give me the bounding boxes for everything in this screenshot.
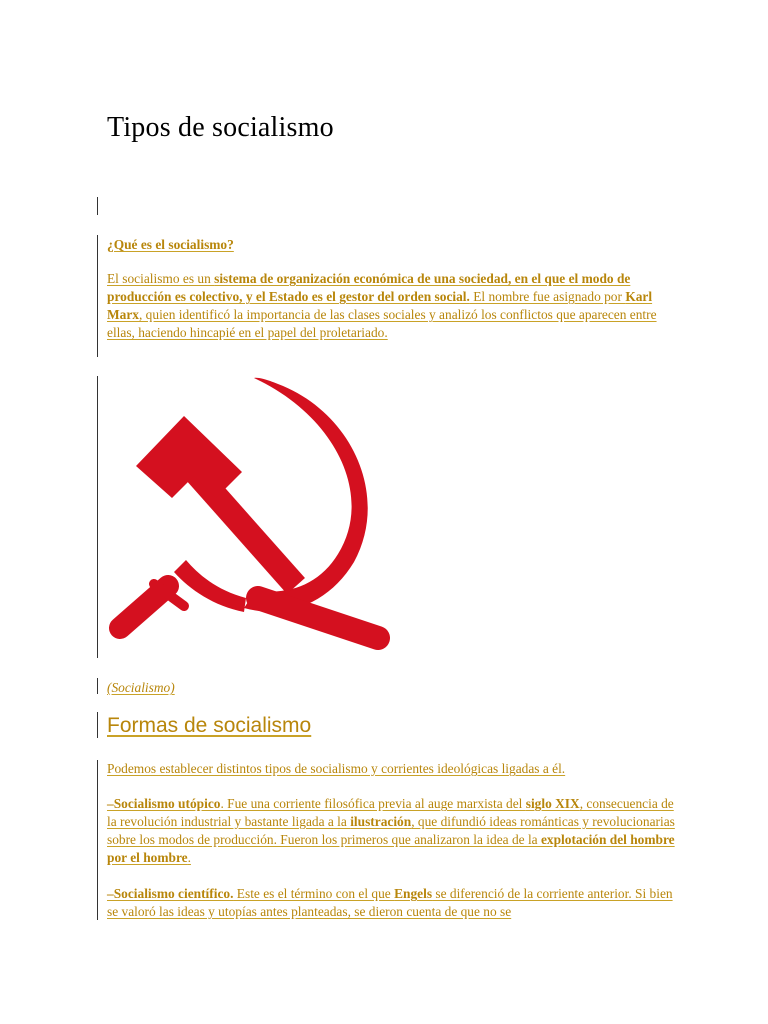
text-span: El nombre fue asignado por [469,289,626,304]
explotacion-term: explotación del hombre por el hombre [107,832,675,865]
utopian-socialism-paragraph[interactable] [107,795,677,867]
sickle-blade [244,378,368,612]
hammer-and-sickle-icon[interactable] [106,376,390,660]
text-span: se diferenció de la corriente anterior. Si bien se valoró las ideas y utopías antes planteadas, se dieron cuenta de que no se [107,886,673,919]
left-margin-bar [97,376,98,658]
text-span: El socialismo es un [107,271,215,286]
scientific-socialism-paragraph[interactable] [107,885,677,921]
text-span: . Fue una corriente filosófica previa al auge marxista del [220,796,526,811]
karl-marx-link[interactable]: Karl Marx [107,289,653,322]
forms-intro-paragraph[interactable]: Podemos establecer distintos tipos de socialismo y corrientes ideológicas ligadas a él. [107,761,566,776]
intro-paragraph[interactable] [107,270,667,342]
left-margin-bar [97,678,98,694]
text-cursor-bar [97,197,98,215]
hammer-head [136,416,242,498]
page-title: Tipos de socialismo [107,112,334,143]
utopian-term: –Socialismo utópico [107,796,221,811]
section-heading[interactable]: Formas de socialismo [107,714,312,737]
text-span: , que difundió ideas románticas y revolucionarias sobre los modos de producción. Fueron los primeros que analizaron la idea de la [107,814,675,847]
sickle-stem [258,598,378,638]
question-link[interactable] [107,236,234,254]
question-text[interactable]: ¿Qué es el socialismo? [107,237,234,252]
text-span: Este es el término con el que [233,886,395,901]
ilustracion-term: ilustración [350,814,412,829]
text-span: , quien identificó la importancia de las clases sociales y analizó los conflictos que aparecen entre ellas, haciendo hincapié en el papel del proletariado. [107,307,657,340]
siglo-xix-term: siglo XIX [525,796,580,811]
scientific-term: –Socialismo científico. [107,886,234,901]
text-span: . [187,850,191,865]
bold-definition: sistema de organización económica de una sociedad, en el que el modo de producción es colectivo, y el Estado es el gestor del orden social. [107,271,631,304]
engels-term: Engels [394,886,433,901]
left-margin-bar [97,235,98,357]
text-span: , consecuencia de la revolución industrial y bastante ligada a la [107,796,674,829]
left-margin-bar [97,760,98,920]
left-margin-bar [97,712,98,738]
image-caption-link[interactable]: (Socialismo) [107,680,175,695]
